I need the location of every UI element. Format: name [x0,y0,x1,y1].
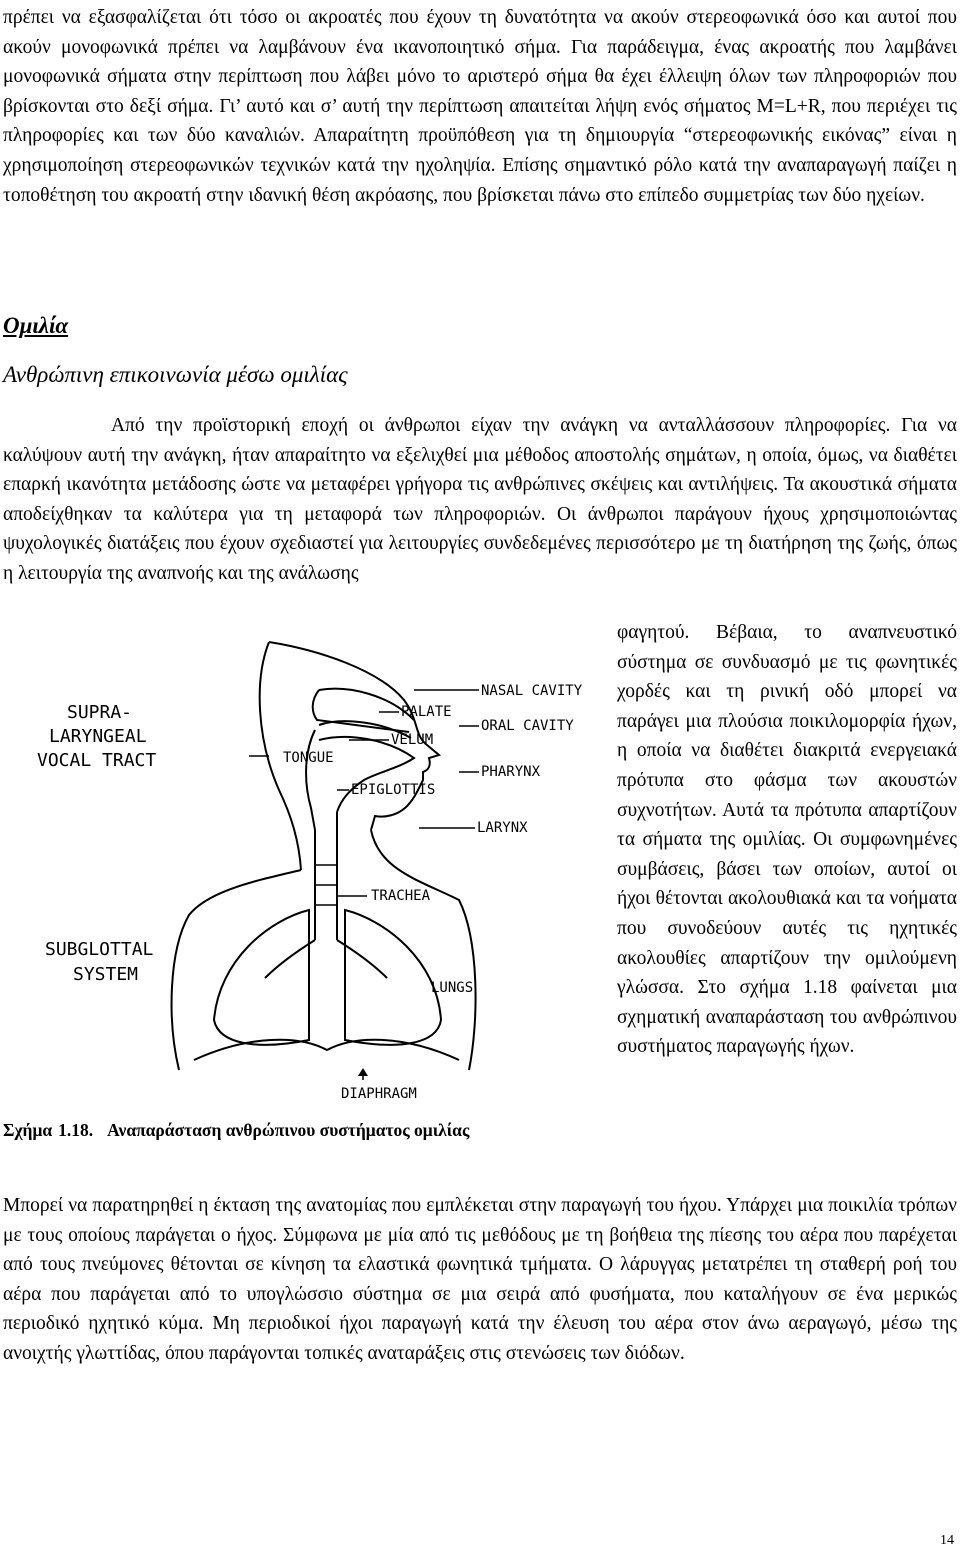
tongue-shape [319,737,414,812]
paragraph-speech-side: φαγητού. Βέβαια, το αναπνευστικό σύστημα σε συνδυασμό με τις φωνητικές χορδές και τη ρινική οδό μπορεί να παράγει μια πλούσια ποικιλομορφία ήχων, η οποία να διαθέτει διακριτά ενεργειακά πρότυπα στο φάσμα των ακουστών συχνοτήτων. Αυτά τα πρότυπα απαρτίζουν τα σήματα της ομιλίας. Οι συμφωνημένες συμβάσεις, βάσει των οποίων, αυτοί οι ήχοι θέτονται ακολουθιακά και τα νοήματα που συνοδεύουν αυτές τις ηχητικές ακολουθίες απαρτίζουν την ομιλούμενη γλώσσα. Στο σχήμα 1.18 φαίνεται μια σχηματική αναπαράσταση του ανθρώπινου συστήματος παραγωγής ήχων. [617,622,957,1058]
left-lung [214,910,309,1045]
label-supra-3: VOCAL TRACT [37,750,157,771]
label-sub-2: SYSTEM [73,964,139,985]
label-pharynx: PHARYNX [481,764,541,780]
label-lungs: LUNGS [431,980,474,996]
page-number: 14 [940,1533,954,1548]
label-supra-1: SUPRA- [67,702,133,723]
label-nasal-cavity: NASAL CAVITY [481,683,583,699]
figure-caption [3,1120,598,1141]
label-diaphragm: DIAPHRAGM [341,1086,417,1102]
label-sub-1: SUBGLOTTAL [45,939,154,960]
figure-caption-label: Σχήμα [3,1120,53,1140]
trachea-shape [265,830,387,978]
diaphragm-shape [194,1040,459,1060]
speech-system-figure [19,640,589,1110]
right-lung [345,910,441,1045]
label-trachea: TRACHEA [371,888,431,904]
label-larynx: LARYNX [477,820,528,836]
section-subtitle: Ανθρώπινη επικοινωνία μέσω ομιλίας [3,362,348,387]
figure-caption-number: 1.18. [58,1120,94,1140]
label-tongue: TONGUE [283,750,334,766]
vocal-tract-diagram [19,640,589,1110]
body-outline [172,830,476,1070]
paragraph-stereo: πρέπει να εξασφαλίζεται ότι τόσο οι ακροατές που έχουν τη δυνατότητα να ακούν στερεοφωνικά όσο και αυτοί που ακούν μονοφωνικά πρέπει να λαμβάνουν ένα ικανοποιητικό σήμα. Για παράδειγμα, ένας ακροατής που λαμβάνει μονοφωνικά σήματα στην περίπτωση που λάβει μόνο το αριστερό σήμα θα έχει έλλειψη όλων των πληροφοριών που βρίσκονται στο δεξί σήμα. Γι’ αυτό και σ’ αυτή την περίπτωση απαιτείται λήψη ενός σήματος Μ=L+R, που περιέχει τις πληροφορίες και των δύο καναλιών. Απαραίτητη προϋπόθεση για τη δημιουργία “στερεοφωνικής εικόνας” είναι η χρησιμοποίηση στερεοφωνικών τεχνικών κατά την ηχοληψία. Επίσης σημαντικό ρόλο κατά την αναπαραγωγή παίζει η τοποθέτηση του ακροατή στην ιδανική θέση ακρόασης, που βρίσκεται πάνω στο επίπεδο συμμετρίας των δύο ηχείων. [3,7,957,206]
label-epiglottis: EPIGLOTTIS [351,782,436,798]
pharynx-shape [306,730,337,840]
label-oral-cavity: ORAL CAVITY [481,718,574,734]
figure-caption-text: Αναπαράσταση ανθρώπινου συστήματος ομιλίας [107,1120,470,1140]
paragraph-speech-intro: Από την προϊστορική εποχή οι άνθρωποι είχαν την ανάγκη να ανταλλάσσουν πληροφορίες. Για να καλύψουν αυτή την ανάγκη, ήταν απαραίτητο να εξελιχθεί μια μέθοδος αποστολής σημάτων, η οποία, όμως, να διαθέτει επαρκή ικανότητα μετάδοσης ώστε να μεταφέρει γρήγορα τις ανθρώπινες σκέψεις και αντιλήψεις. Τα ακουστικά σήματα αποδείχθηκαν τα καλύτερα για τη μεταφορά των πληροφοριών. Οι άνθρωποι παράγουν ήχους χρησιμοποιώντας ψυχολογικές διατάξεις που έχουν σχεδιαστεί για λειτουργίες συνδεδεμένες περισσότερο με τη διατήρηση της ζωής, όπως η λειτουργία της αναπνοής και της ανάλωσης [3,415,957,584]
label-palate: PALATE [401,704,452,720]
label-supra-2: LARYNGEAL [49,726,147,747]
paragraph-speech-production: Μπορεί να παρατηρηθεί η έκταση της ανατομίας που εμπλέκεται στην παραγωγή του ήχου. Υπάρχει μια ποικιλία τρόπων με τους οποίους παράγεται ο ήχος. Σύμφωνα με μία από τις μεθόδους με τη βοήθεια της πίεσης του αέρα που παρέχεται από τους πνεύμονες θέτονται σε κίνηση τα ελαστικά φωνητικά τμήματα. Ο λάρυγγας μετατρέπει τη σταθερή ροή του αέρα που παράγεται από το υπογλώσσιο σύστημα σε μια σειρά από φυσήματα, που καταλήγουν σε ένα μερικώς περιοδικό ηχητικό κύμα. Μη περιοδικοί ήχοι παραγωγή κατά την έλευση του αέρα στον άνω αεραγωγό, μέσω της ανοιχτής γλωττίδας, όπου παράγονται τοπικές αναταράξεις στις στενώσεις των διόδων. [3,1195,957,1364]
label-velum: VELUM [391,732,434,748]
section-title: Ομιλία [3,313,69,338]
